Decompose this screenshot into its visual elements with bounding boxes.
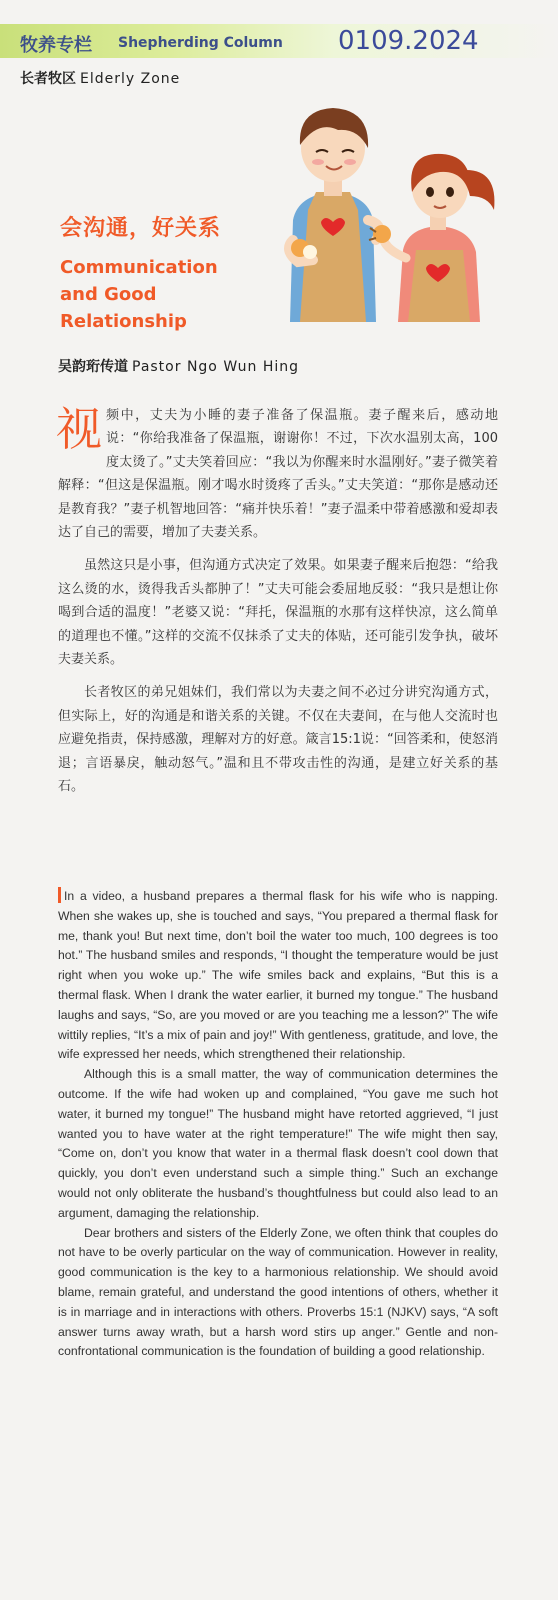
en-paragraph: Although this is a small matter, the way of communication determines the outcome. If the wife had woken up and complained, “You gave me such hot water, it burned my tongue!” The husband might have retorted aggrieved, “I just wanted you to have water at the right temperature!” The wife might then say, “Come on, don’t you know that water in a thermal flask doesn’t cool down that quickly, you don’t even understand such a simple thing.” Such an exchange would not only obliterate the husband’s thoughtfulness but could also lead to an argument, damaging the relationship. (58, 1067, 498, 1220)
zone-label-en: Elderly Zone (80, 71, 181, 87)
husband-figure (289, 108, 380, 322)
article-body-zh (58, 404, 498, 809)
en-paragraph (58, 887, 498, 1065)
author-line (58, 356, 299, 376)
article-body-en (58, 887, 498, 1362)
author-name-en: Pastor Ngo Wun Hing (132, 359, 300, 375)
author-name-zh: 吴韵珩传道 (58, 359, 128, 375)
zh-paragraph (58, 404, 498, 544)
en-paragraph-text: In a video, a husband prepares a thermal flask for his wife who is napping. When she wakes up, she is touched and says, “You prepared a thermal flask for me, thank you! But next time, don’t boil the water too much, 100 degrees is too hot.” The husband smiles and responds, “I thought the temperature would be just right when you woke up.” The wife smiles back and explains, “But this is a thermal flask. When I drank the water earlier, it burned my tongue.” The husband laughs and says, “So, are you moved or are you teaching me a lesson?” The wife wittily replies, “It’s a mix of pain and joy!” With gentleness, gratitude, and love, the wife expressed her needs, which strengthened their relationship. (58, 889, 498, 1062)
article-title-en: Communication and Good Relationship (60, 257, 218, 332)
zh-paragraph: 虽然这只是小事，但沟通方式决定了效果。如果妻子醒来后抱怨：“给我这么烫的水，烫得我舌头都肿了！”丈夫可能会委屈地反驳：“我只是想让你喝到合适的温度！”老婆又说：“拜托，保温瓶的水那有这样快凉，这么简单的道理也不懂。”这样的交流不仅抹杀了丈夫的体贴，还可能引发争执，破坏夫妻关系。 (58, 558, 498, 668)
en-paragraph: Dear brothers and sisters of the Elderly Zone, we often think that couples do not have to be overly particular on the way of communication. However in reality, good communication is the key to a harmonious relationship. We should avoid blame, remain grateful, and understand the good intentions of others, whether it is in marriage and in interactions with others. Proverbs 15:1 (NJKV) says, “A soft answer turns away wrath, but a harsh word stirs up anger.” Gentle and non-confrontational communication is the foundation of building a good relationship. (58, 1225, 498, 1359)
column-title-zh: 牧养专栏 (20, 35, 92, 56)
zone-label (20, 68, 180, 88)
issue-date: 0109.2024 (338, 26, 479, 56)
column-title-en: Shepherding Column (118, 35, 283, 51)
wife-figure (369, 154, 494, 322)
zh-paragraph-text: 频中，丈夫为小睡的妻子准备了保温瓶。妻子醒来后，感动地说：“你给我准备了保温瓶，谢谢你！不过，下次水温别太高，100度太烫了。”丈夫笑着回应：“我以为你醒来时水温刚好。”妻子微笑着解释：“但这是保温瓶。刚才喝水时烫疼了舌头。”丈夫笑道：“那你是感动还是教育我？”妻子机智地回答：“痛并快乐着！”妻子温柔中带着感激和爱却表达了自己的需要，增加了夫妻关系。 (58, 408, 498, 541)
en-dropcap-bar (58, 887, 61, 903)
zone-label-zh: 长者牧区 (20, 71, 76, 87)
article-title-zh: 会沟通，好关系 (60, 216, 222, 241)
zh-dropcap: 视 (56, 402, 102, 456)
couple-illustration (258, 100, 508, 322)
zh-paragraph: 长者牧区的弟兄姐妹们，我们常以为夫妻之间不必过分讲究沟通方式，但实际上，好的沟通是和谐关系的关键。不仅在夫妻间，在与他人交流时也应避免指责，保持感激，理解对方的好意。箴言15:1说：“回答柔和，使怒消退；言语暴戾，触动怒气。”温和且不带攻击性的沟通，是建立好关系的基石。 (58, 685, 498, 795)
